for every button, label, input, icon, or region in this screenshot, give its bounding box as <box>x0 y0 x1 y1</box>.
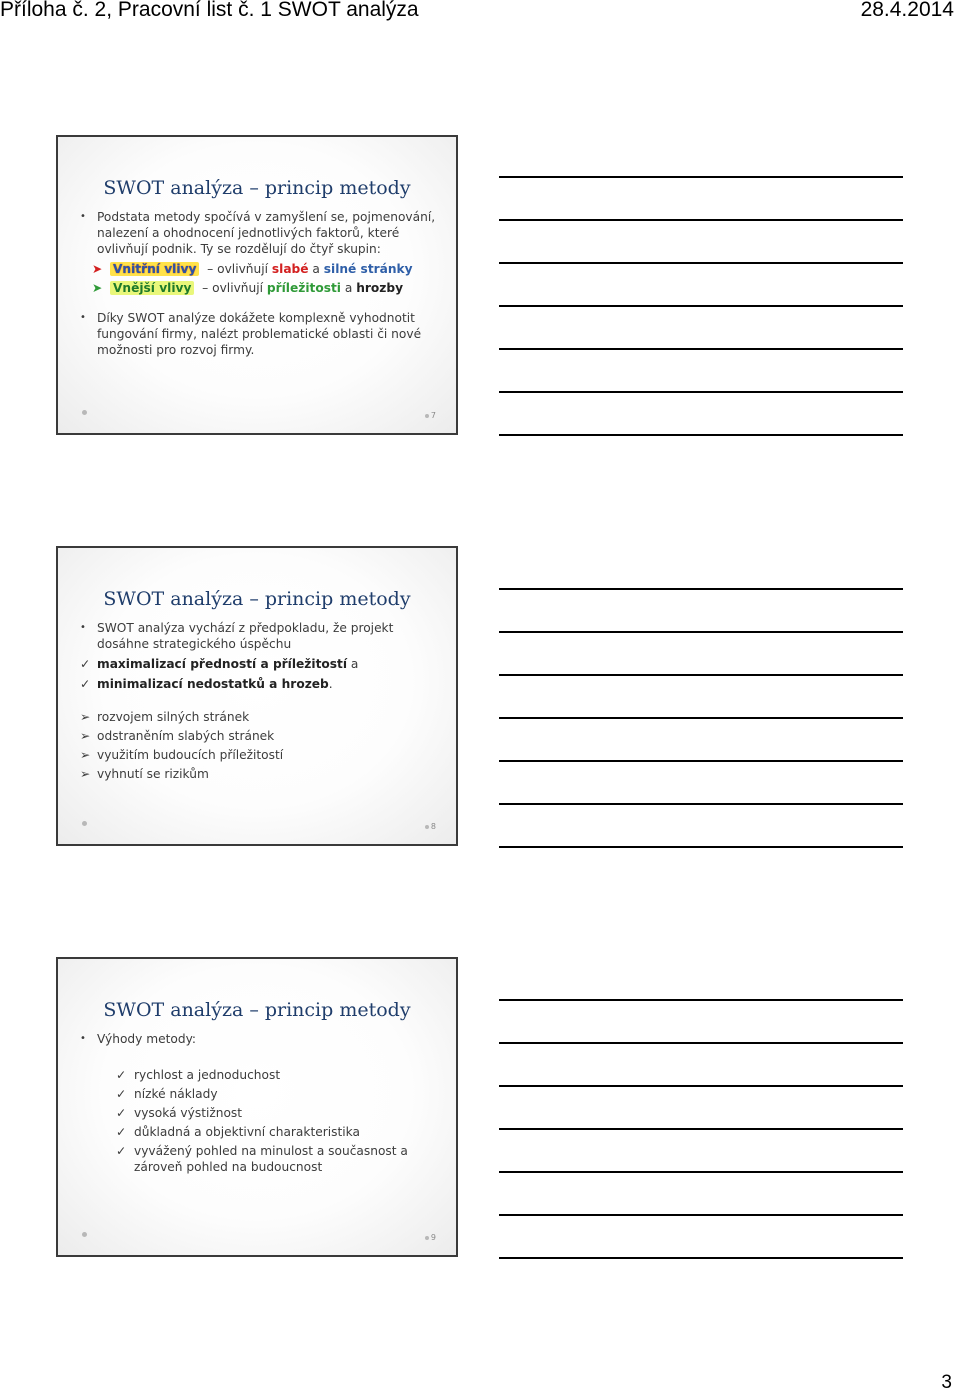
slide-body <box>80 1031 442 1175</box>
arrow-icon: ➢ <box>80 767 91 781</box>
note-line <box>499 1214 903 1216</box>
bullet-icon: • <box>80 1033 86 1044</box>
checkmark-icon: ✓ <box>116 1144 127 1158</box>
arrow-item: ➢ rozvojem silných stránek <box>80 710 250 724</box>
bullet-icon: • <box>80 211 86 222</box>
slide-body <box>80 209 442 358</box>
note-line <box>499 717 903 719</box>
arrow-icon: ➢ <box>80 748 91 762</box>
slide-title: SWOT analýza – princip metody <box>103 999 411 1021</box>
note-line <box>499 846 903 848</box>
arrow-icon: ➤ <box>92 281 103 295</box>
note-line <box>499 348 903 350</box>
note-line <box>499 588 903 590</box>
note-line <box>499 1128 903 1130</box>
check-item: ✓ rychlost a jednoduchost <box>116 1068 281 1082</box>
note-line <box>499 1171 903 1173</box>
bullet-icon: • <box>80 312 86 323</box>
slide-8 <box>56 546 458 846</box>
bullet-intro: • Výhody metody: <box>80 1032 196 1046</box>
arrow-item: ➢ využitím budoucích příležitostí <box>80 748 284 762</box>
check-item: ✓ maximalizací předností a příležitostí a <box>80 657 359 671</box>
check-item: ✓ nízké náklady <box>116 1087 218 1101</box>
note-line <box>499 262 903 264</box>
checkmark-icon: ✓ <box>116 1087 127 1101</box>
footer-dot <box>82 410 87 415</box>
slide-number: 7 <box>425 411 436 420</box>
checkmark-icon: ✓ <box>80 677 91 691</box>
checkmark-icon: ✓ <box>116 1068 127 1082</box>
arrow-icon: ➢ <box>80 729 91 743</box>
external-factors-row: ➤ Vnější vlivy – ovlivňují příležitosti a hrozby <box>92 281 404 295</box>
internal-factors-row: ➤ Vnitřní vlivy – ovlivňují slabé a silné stránky <box>92 262 413 276</box>
check-item: ✓ důkladná a objektivní charakteristika <box>116 1125 360 1139</box>
arrow-icon: ➢ <box>80 710 91 724</box>
page-number: 3 <box>941 1372 952 1393</box>
note-line <box>499 305 903 307</box>
note-line <box>499 803 903 805</box>
note-line <box>499 391 903 393</box>
slide-number: 8 <box>425 822 436 831</box>
internal-label: Vnitřní vlivy <box>110 262 199 276</box>
note-line <box>499 219 903 221</box>
footer-dot <box>82 1232 87 1237</box>
arrow-item: ➢ odstraněním slabých stránek <box>80 729 275 743</box>
arrow-icon: ➤ <box>92 262 103 276</box>
check-item: ✓ vysoká výstižnost <box>116 1106 243 1120</box>
note-line <box>499 1257 903 1259</box>
bullet-intro: • SWOT analýza vychází z předpokladu, že projekt dosáhne strategického úspěchu <box>80 621 394 651</box>
slide-title: SWOT analýza – princip metody <box>103 588 411 610</box>
bullet-icon: • <box>80 622 86 633</box>
slide-title: SWOT analýza – princip metody <box>103 177 411 199</box>
note-line <box>499 1085 903 1087</box>
external-label: Vnější vlivy <box>110 281 194 295</box>
checkmark-icon: ✓ <box>116 1125 127 1139</box>
check-item: ✓ vyvážený pohled na minulost a současnost a zároveň pohled na budoucnost <box>116 1144 408 1174</box>
note-line <box>499 176 903 178</box>
note-line <box>499 999 903 1001</box>
note-line <box>499 434 903 436</box>
footer-dot <box>82 821 87 826</box>
note-line <box>499 631 903 633</box>
arrow-item: ➢ vyhnutí se rizikům <box>80 767 209 781</box>
slide-body <box>80 620 442 782</box>
note-line <box>499 674 903 676</box>
check-item: ✓ minimalizací nedostatků a hrozeb. <box>80 677 333 691</box>
note-line <box>499 1042 903 1044</box>
slide-number: 9 <box>425 1233 436 1242</box>
slide-7 <box>56 135 458 435</box>
document-header-title: Příloha č. 2, Pracovní list č. 1 SWOT analýza <box>0 0 419 21</box>
checkmark-icon: ✓ <box>80 657 91 671</box>
bullet-intro: • Podstata metody spočívá v zamyšlení se, pojmenování, nalezení a ohodnocení jednotlivých faktorů, které ovlivňují podnik. Ty se rozdělují do čtyř skupin: <box>80 210 436 256</box>
bullet-conclusion: • Díky SWOT analýze dokážete komplexně vyhodnotit fungování firmy, nalézt problematické oblasti či nové možnosti pro rozvoj firmy. <box>80 311 422 357</box>
note-line <box>499 760 903 762</box>
document-header-date: 28.4.2014 <box>860 0 954 21</box>
slide-9 <box>56 957 458 1257</box>
checkmark-icon: ✓ <box>116 1106 127 1120</box>
